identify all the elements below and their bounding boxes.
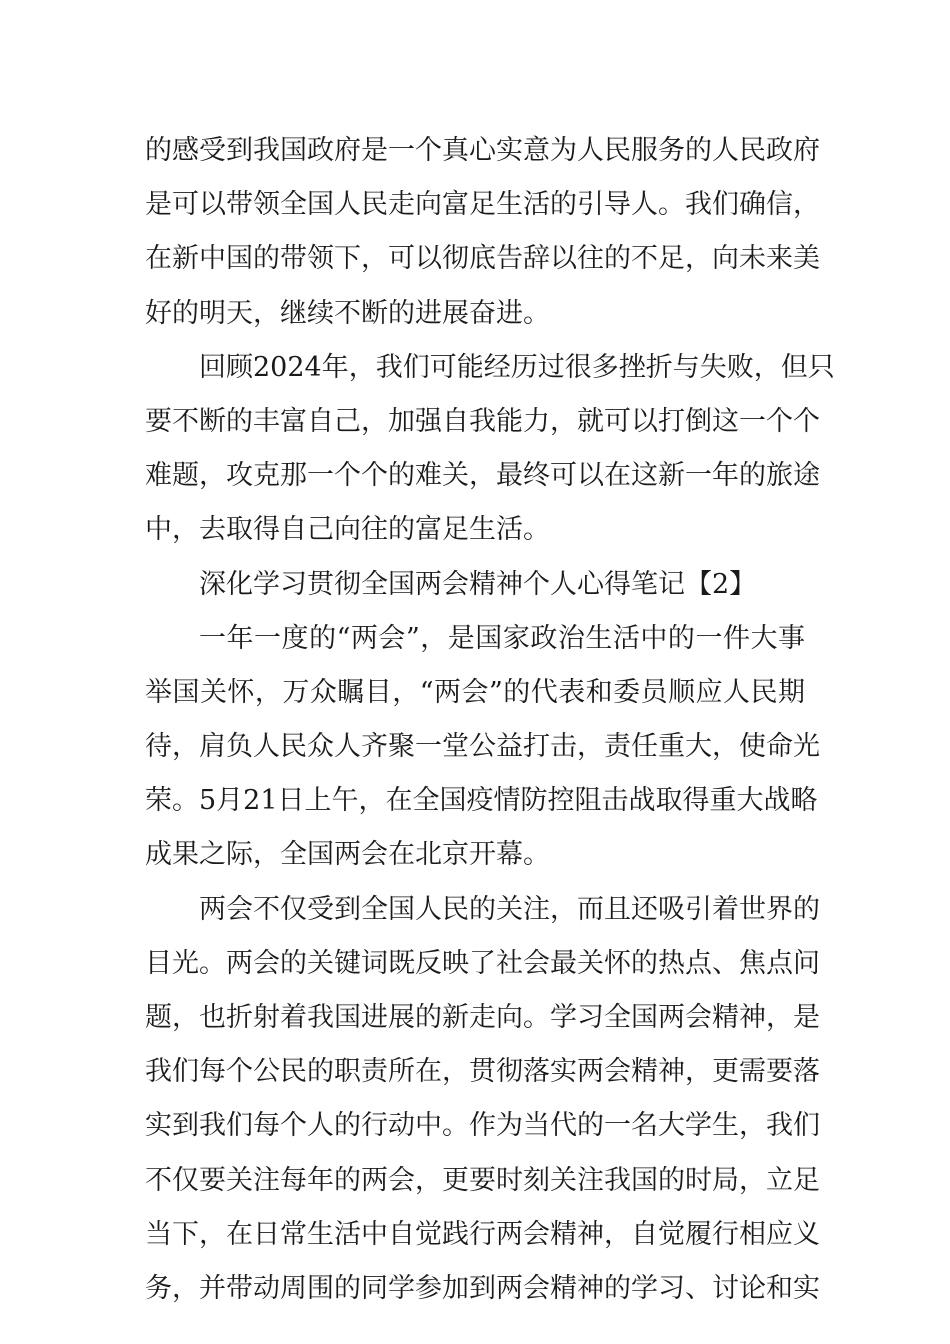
paragraph-first-line: 回顾2024年，我们可能经历过很多挫折与失败，但只 <box>199 351 835 383</box>
body-text-line: 难题，攻克那一个个的难关，最终可以在这新一年的旅途 <box>145 460 820 492</box>
body-text-line: 荣。5月21日上午，在全国疫情防控阻击战取得重大战略 <box>145 785 818 817</box>
body-text-line: 中，去取得自己向往的富足生活。 <box>145 514 550 546</box>
body-text-line: 不仅要关注每年的两会，更要时刻关注我国的时局，立足 <box>145 1164 820 1196</box>
document-body <box>145 124 835 1316</box>
body-text-line: 题，也折射着我国进展的新走向。学习全国两会精神，是 <box>145 1002 820 1033</box>
body-text-line: 举国关怀，万众瞩目，“两会”的代表和委员顺应人民期 <box>145 676 805 708</box>
body-text-line: 成果之际，全国两会在北京开幕。 <box>145 839 550 871</box>
body-text-line: 要不断的丰富自己，加强自我能力，就可以打倒这一个个 <box>145 405 820 437</box>
paragraph-first-line: 两会不仅受到全国人民的关注，而且还吸引着世界的 <box>199 893 820 925</box>
body-text-line: 目光。两会的关键词既反映了社会最关怀的热点、焦点问 <box>145 947 820 979</box>
body-text-line: 好的明天，继续不断的进展奋进。 <box>145 297 550 329</box>
body-text-line: 待，肩负人民众人齐聚一堂公益打击，责任重大，使命光 <box>145 731 820 763</box>
section-heading: 深化学习贯彻全国两会精神个人心得笔记【2】 <box>199 568 757 600</box>
body-text-line: 是可以带领全国人民走向富足生活的引导人。我们确信， <box>145 189 820 221</box>
body-text-line: 的感受到我国政府是一个真心实意为人民服务的人民政府 <box>145 135 820 166</box>
body-text-line: 我们每个公民的职责所在，贯彻落实两会精神，更需要落 <box>145 1056 820 1088</box>
paragraph-first-line: 一年一度的“两会”，是国家政治生活中的一件大事 <box>199 622 805 654</box>
body-text-line: 当下，在日常生活中自觉践行两会精神，自觉履行相应义 <box>145 1218 820 1250</box>
body-text-line: 务，并带动周围的同学参加到两会精神的学习、讨论和实 <box>145 1272 820 1304</box>
body-text-line: 实到我们每个人的行动中。作为当代的一名大学生，我们 <box>145 1110 820 1142</box>
body-text-line: 在新中国的带领下，可以彻底告辞以往的不足，向未来美 <box>145 243 820 275</box>
